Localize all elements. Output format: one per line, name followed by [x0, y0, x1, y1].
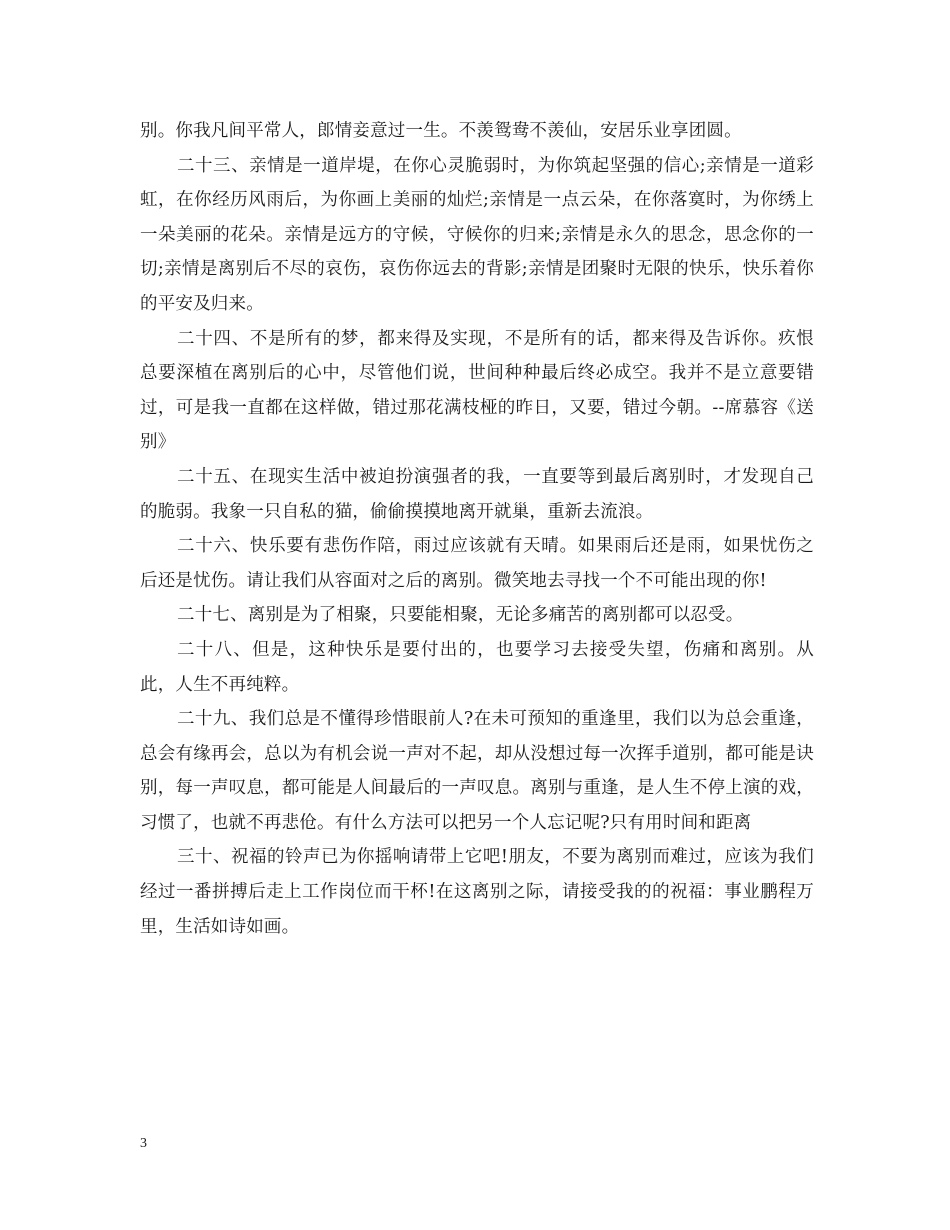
paragraph-item-30: 三十、祝福的铃声已为你摇响请带上它吧!朋友，不要为离别而难过，应该为我们经过一番拼搏后走上工作岗位而干杯!在这离别之际，请接受我的的祝福：事业鹏程万里，生活如诗如画。	[140, 847, 814, 937]
paragraph-continuation: 别。你我凡间平常人，郎情妾意过一生。不羡鸳鸯不羡仙，安居乐业享团圆。	[140, 121, 742, 141]
paragraph-item-23: 二十三、亲情是一道岸堤，在你心灵脆弱时，为你筑起坚强的信心;亲情是一道彩虹，在你经历风雨后，为你画上美丽的灿烂;亲情是一点云朵，在你落寞时，为你绣上一朵美丽的花朵。亲情是远方的守候，守候你的归来;亲情是永久的思念，思念你的一切;亲情是离别后不尽的哀伤，哀伤你远去的背影;亲情是团聚时无限的快乐，快乐着你的平安及归来。	[140, 155, 814, 314]
paragraph-item-28: 二十八、但是，这种快乐是要付出的，也要学习去接受失望，伤痛和离别。从此，人生不再纯粹。	[140, 639, 814, 695]
paragraph-item-29: 二十九、我们总是不懂得珍惜眼前人?在未可预知的重逢里，我们以为总会重逢，总会有缘再会，总以为有机会说一声对不起，却从没想过每一次挥手道别，都可能是诀别，每一声叹息，都可能是人间最后的一声叹息。离别与重逢，是人生不停上演的戏，习惯了，也就不再悲伧。有什么方法可以把另一个人忘记呢?只有用时间和距离	[140, 709, 814, 833]
paragraph-item-26: 二十六、快乐要有悲伤作陪，雨过应该就有天晴。如果雨后还是雨，如果忧伤之后还是忧伤。请让我们从容面对之后的离别。微笑地去寻找一个不可能出现的你!	[140, 536, 814, 591]
paragraph-item-25: 二十五、在现实生活中被迫扮演强者的我，一直要等到最后离别时，才发现自己的脆弱。我象一只自私的猫，偷偷摸摸地离开就巢，重新去流浪。	[140, 466, 814, 522]
page-number: 3	[140, 1136, 147, 1151]
document-body	[140, 114, 814, 944]
paragraph-item-24: 二十四、不是所有的梦，都来得及实现，不是所有的话，都来得及告诉你。疚恨总要深植在离别后的心中，尽管他们说，世间种种最后终必成空。我并不是立意要错过，可是我一直都在这样做，错过那花满枝桠的昨日，又要，错过今朝。--席慕容《送别》	[140, 328, 814, 453]
paragraph-item-27: 二十七、离别是为了相聚，只要能相聚，无论多痛苦的离别都可以忍受。	[177, 605, 744, 626]
